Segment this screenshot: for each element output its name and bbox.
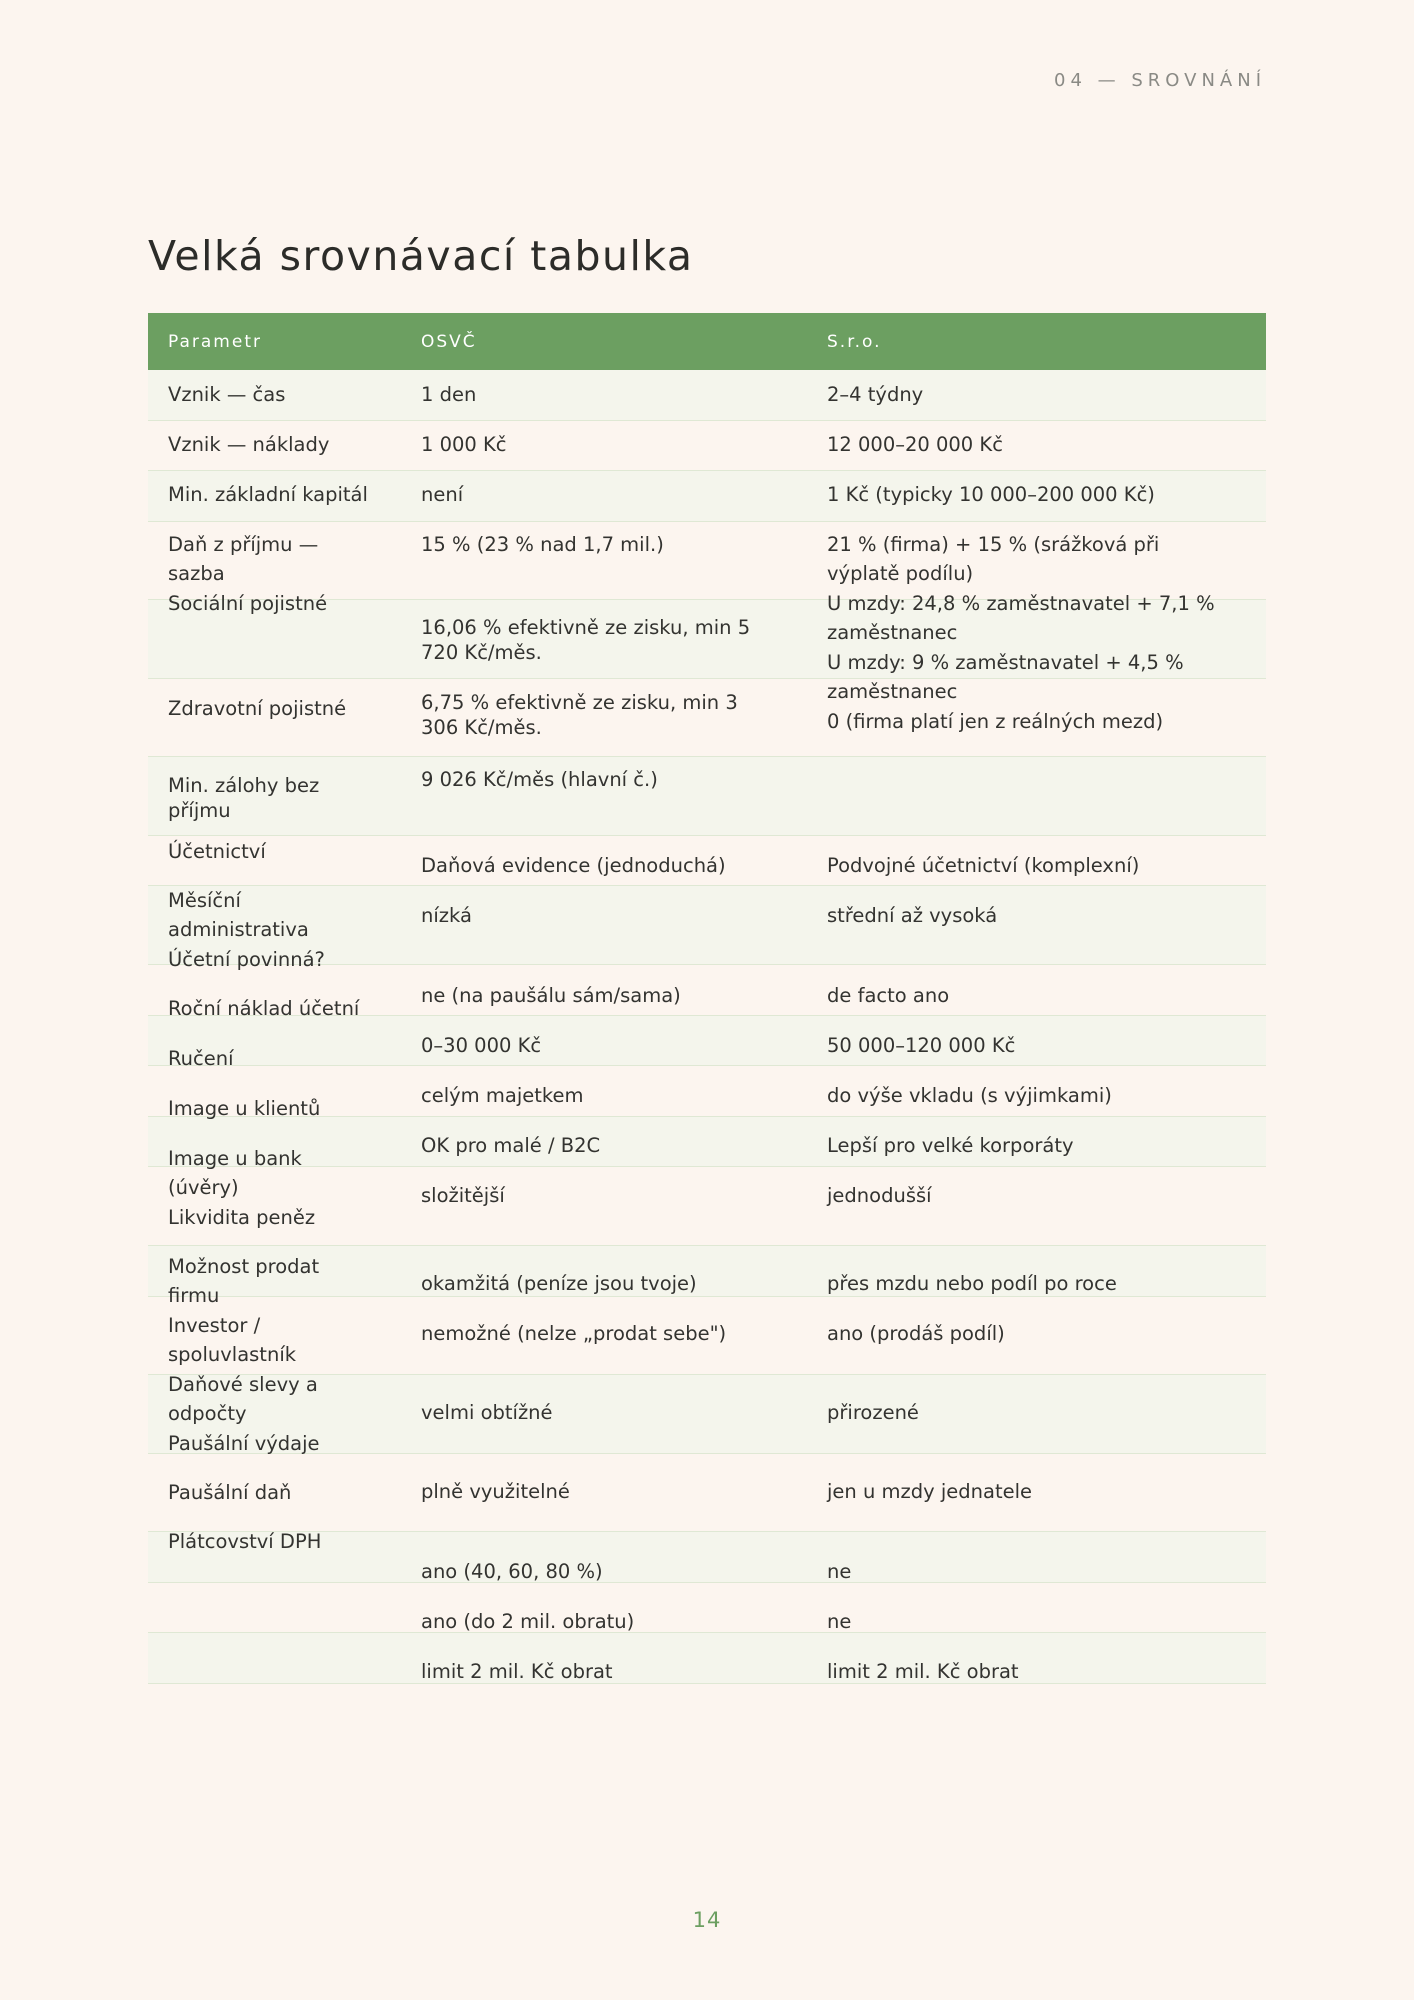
param-cell: Min. základní kapitál — [168, 483, 368, 506]
osvc-cell: nemožné (nelze „prodat sebe") — [421, 1322, 727, 1345]
table-header — [148, 313, 1266, 370]
osvc-cell: ano (40, 60, 80 %) — [421, 1560, 603, 1583]
param-cell: Image u bank (úvěry) — [168, 1147, 302, 1199]
param-cell: Měsíční administrativa — [168, 889, 309, 941]
sro-cell: 12 000–20 000 Kč — [827, 433, 1003, 456]
osvc-cell: nízká — [421, 904, 472, 927]
page-title: Velká srovnávací tabulka — [148, 232, 694, 280]
osvc-cell: plně využitelné — [421, 1480, 570, 1503]
sro-cell: U mzdy: 9 % zaměstnavatel + 4,5 % zaměstnanec — [827, 651, 1184, 703]
osvc-cell: 0–30 000 Kč — [421, 1034, 542, 1057]
param-cell: Investor / spoluvlastník — [168, 1314, 297, 1366]
param-cell: Vznik — náklady — [168, 433, 330, 456]
osvc-cell: složitější — [421, 1184, 505, 1207]
sro-cell: Podvojné účetnictví (komplexní) — [827, 854, 1140, 877]
sro-cell: de facto ano — [827, 984, 950, 1007]
param-cell: Daňové slevy a odpočty — [168, 1373, 318, 1425]
sro-cell: 1 Kč (typicky 10 000–200 000 Kč) — [827, 483, 1155, 506]
osvc-cell: 1 000 Kč — [421, 433, 507, 456]
sro-cell: 50 000–120 000 Kč — [827, 1034, 1016, 1057]
comparison-table — [148, 313, 1266, 1683]
osvc-cell: není — [421, 483, 464, 506]
header-sro: S.r.o. — [827, 332, 882, 352]
sro-cell: U mzdy: 24,8 % zaměstnavatel + 7,1 % zaměstnanec — [827, 592, 1215, 644]
sro-cell: 21 % (firma) + 15 % (srážková při výplatě podílu) — [827, 533, 1160, 585]
osvc-cell: 1 den — [421, 383, 477, 406]
osvc-cell: Daňová evidence (jednoduchá) — [421, 854, 726, 877]
param-cell: Likvidita peněz — [168, 1206, 316, 1229]
param-cell: Daň z příjmu — sazba — [168, 533, 319, 585]
param-cell: Vznik — čas — [168, 383, 286, 406]
param-cell: Účetnictví — [168, 840, 266, 863]
param-cell: Zdravotní pojistné — [168, 697, 347, 720]
sro-cell: jednodušší — [827, 1184, 932, 1207]
param-cell: Plátcovství DPH — [168, 1530, 322, 1553]
param-cell: Sociální pojistné — [168, 592, 328, 615]
sro-cell: jen u mzdy jednatele — [827, 1480, 1033, 1503]
header-osvc: OSVČ — [421, 332, 477, 352]
sro-cell: do výše vkladu (s výjimkami) — [827, 1084, 1112, 1107]
sro-cell: přes mzdu nebo podíl po roce — [827, 1272, 1117, 1295]
sro-cell: ne — [827, 1610, 852, 1633]
sro-cell: střední až vysoká — [827, 904, 998, 927]
param-cell: Image u klientů — [168, 1097, 321, 1120]
osvc-cell: okamžitá (peníze jsou tvoje) — [421, 1272, 697, 1295]
osvc-cell: celým majetkem — [421, 1084, 584, 1107]
osvc-cell: ne (na paušálu sám/sama) — [421, 984, 681, 1007]
param-cell: Paušální daň — [168, 1481, 292, 1504]
param-cell: Účetní povinná? — [168, 948, 325, 971]
page-number: 14 — [692, 1908, 722, 1932]
param-cell: Ručení — [168, 1047, 234, 1070]
param-cell: Roční náklad účetní — [168, 997, 360, 1020]
osvc-cell: 9 026 Kč/měs (hlavní č.) — [421, 768, 658, 791]
sro-cell: 0 (firma platí jen z reálných mezd) — [827, 710, 1164, 733]
param-cell: Možnost prodat firmu — [168, 1255, 320, 1307]
sro-cell: Lepší pro velké korporáty — [827, 1134, 1074, 1157]
osvc-cell: OK pro malé / B2C — [421, 1134, 601, 1157]
osvc-cell: limit 2 mil. Kč obrat — [421, 1660, 613, 1683]
osvc-cell: 16,06 % efektivně ze zisku, min 5 720 Kč/měs. — [421, 616, 751, 664]
sro-cell: 2–4 týdny — [827, 383, 924, 406]
sro-cell: ne — [827, 1560, 852, 1583]
header-param: Parametr — [168, 332, 262, 352]
sro-cell: ano (prodáš podíl) — [827, 1322, 1005, 1345]
sro-cell: limit 2 mil. Kč obrat — [827, 1660, 1019, 1683]
table-body — [148, 370, 1266, 1706]
sro-cell: přirozené — [827, 1401, 919, 1424]
osvc-cell: velmi obtížné — [421, 1401, 553, 1424]
osvc-cell: 15 % (23 % nad 1,7 mil.) — [421, 533, 664, 556]
osvc-cell: 6,75 % efektivně ze zisku, min 3 306 Kč/měs. — [421, 691, 738, 739]
param-cell: Min. zálohy bez příjmu — [168, 774, 320, 822]
osvc-cell: ano (do 2 mil. obratu) — [421, 1610, 635, 1633]
section-label: 04 — SROVNÁNÍ — [1054, 70, 1266, 91]
param-cell: Paušální výdaje — [168, 1432, 320, 1455]
